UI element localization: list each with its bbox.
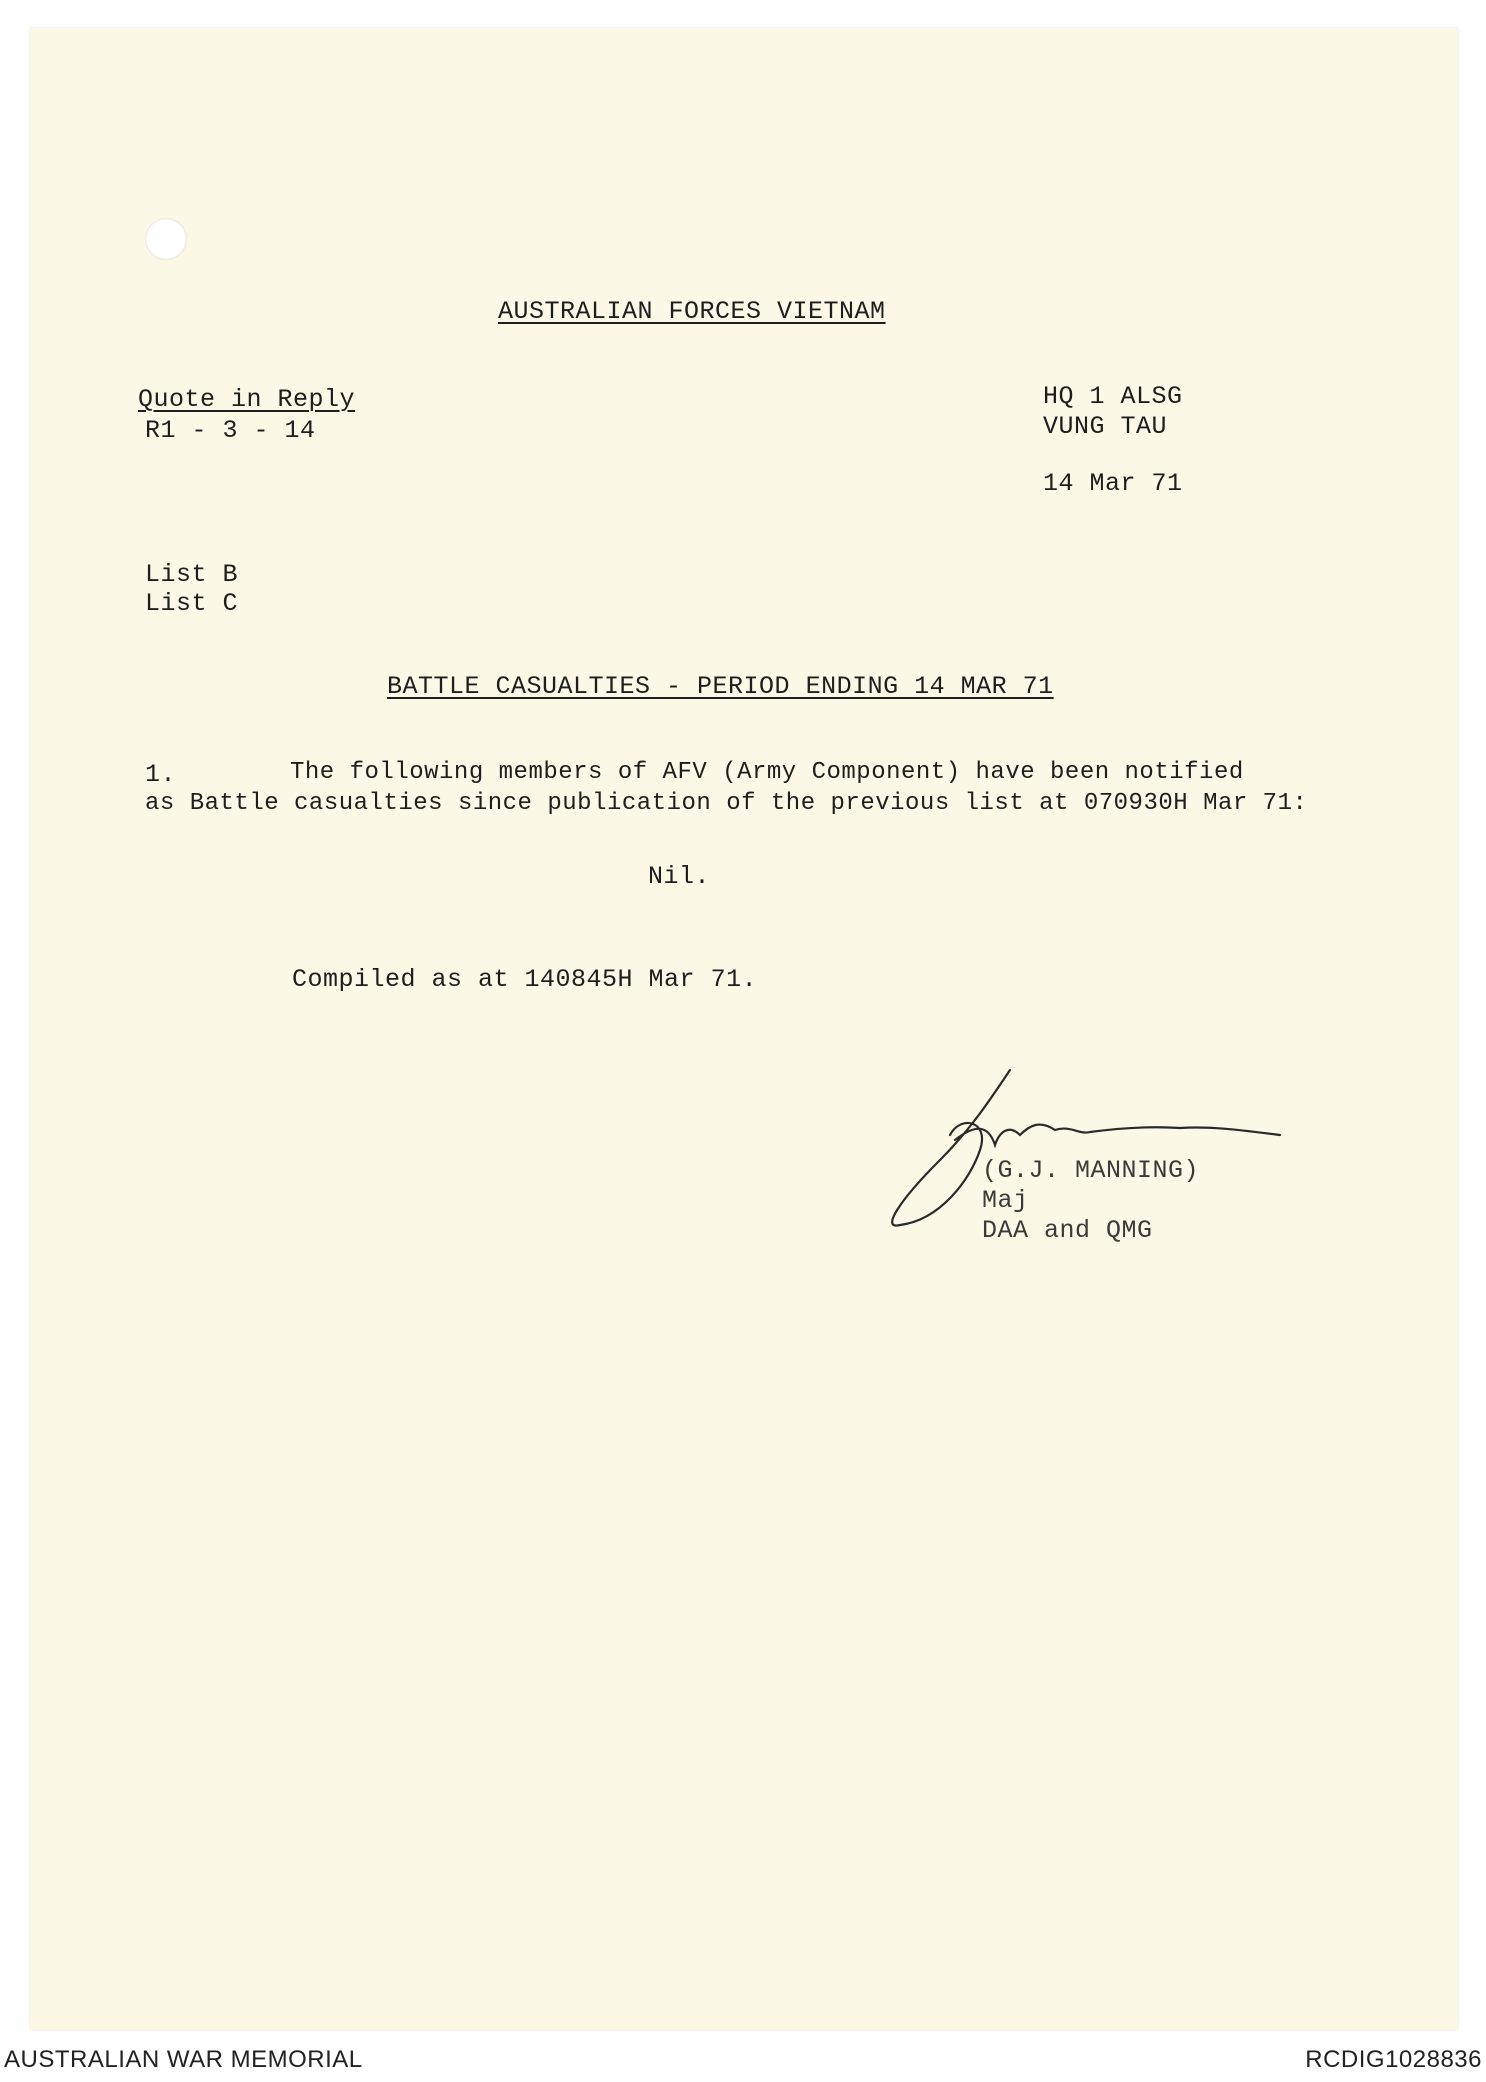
signature-image <box>880 1060 1300 1240</box>
quote-label: Quote in Reply <box>138 385 356 414</box>
document-title: BATTLE CASUALTIES - PERIOD ENDING 14 MAR 71 <box>387 672 1054 701</box>
document-header: AUSTRALIAN FORCES VIETNAM <box>498 297 886 326</box>
paragraph-number: 1. <box>145 760 177 789</box>
document-date: 14 Mar 71 <box>1043 469 1183 498</box>
compiled-line: Compiled as at 140845H Mar 71. <box>292 965 758 994</box>
footer-right: RCDIG1028836 <box>1305 2046 1482 2073</box>
paragraph-line1: The following members of AFV (Army Component) have been notified <box>290 759 1244 786</box>
nil-entry: Nil. <box>648 862 711 891</box>
list-b: List B <box>145 560 239 589</box>
footer-left: AUSTRALIAN WAR MEMORIAL <box>4 2046 363 2073</box>
list-c: List C <box>145 589 239 618</box>
hq-line2: VUNG TAU <box>1043 412 1168 441</box>
punch-hole <box>145 218 187 260</box>
reference-number: R1 - 3 - 14 <box>145 416 316 445</box>
signatory-rank: Maj <box>982 1186 1029 1215</box>
document-page <box>30 28 1458 2030</box>
hq-line1: HQ 1 ALSG <box>1043 382 1183 411</box>
signatory-name: (G.J. MANNING) <box>982 1156 1200 1185</box>
paragraph-line2: as Battle casualties since publication of the previous list at 070930H Mar 71: <box>145 790 1308 817</box>
signatory-role: DAA and QMG <box>982 1216 1153 1245</box>
